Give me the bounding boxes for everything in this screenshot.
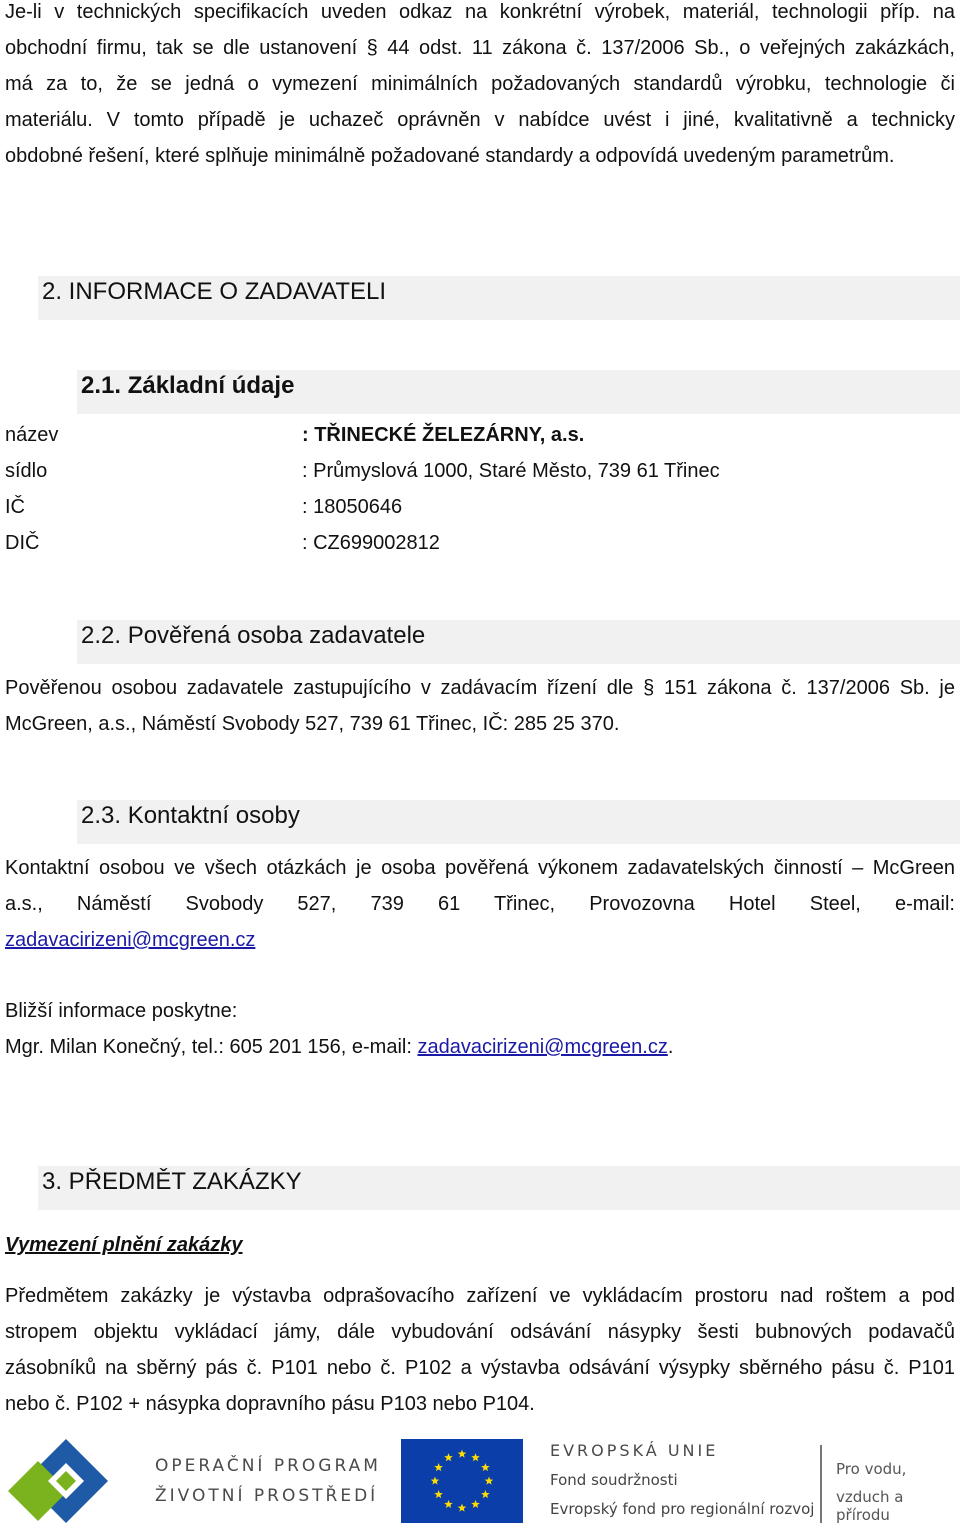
contact-person-text: Mgr. Milan Konečný, tel.: 605 201 156, e-mail: (5, 1036, 418, 1058)
paragraph-line: a.s., Náměstí Svobody 527, 739 61 Třinec, Provozovna Hotel Steel, e-mail: (5, 893, 955, 915)
eu-title: EVROPSKÁ UNIE (550, 1441, 719, 1460)
field-value-ic: : 18050646 (302, 496, 403, 518)
more-info-label: Bližší informace poskytne: (5, 1000, 238, 1022)
contact-person (5, 1036, 673, 1059)
field-value-seat: : Průmyslová 1000, Staré Město, 739 61 Třinec (302, 460, 720, 482)
paragraph-line: Kontaktní osobou ve všech otázkách je osoba pověřená výkonem zadavatelských činností – McGreen (5, 857, 955, 879)
slogan-line1: Pro vodu, (836, 1460, 907, 1478)
field-label-seat: sídlo (5, 460, 48, 482)
section-heading-bar (38, 276, 960, 320)
subsection-heading-bar (77, 620, 960, 664)
intro-line: obdobné řešení, které splňuje minimálně požadované standardy a odpovídá uvedeným parametrům. (5, 145, 895, 167)
paragraph-line: McGreen, a.s., Náměstí Svobody 527, 739 61 Třinec, IČ: 285 25 370. (5, 713, 620, 735)
intro-paragraph (5, 0, 955, 174)
field-label-name: název (5, 424, 59, 446)
paragraph-line: stropem objektu vykládací jámy, dále vybudování odsávání násypky šesti bubnových podavačů (5, 1321, 955, 1343)
delegate-paragraph (5, 670, 955, 742)
contact-paragraph (5, 850, 955, 958)
field-label-dic: DIČ (5, 532, 40, 554)
field-label-ic: IČ (5, 496, 25, 518)
subject-subheading: Vymezení plnění zakázky (5, 1234, 243, 1256)
footer-divider (820, 1445, 822, 1523)
intro-line: Je-li v technických specifikacích uveden odkaz na konkrétní výrobek, materiál, technologii příp. na (5, 1, 955, 23)
section-heading: 3. PŘEDMĚT ZAKÁZKY (42, 1168, 302, 1195)
subject-paragraph (5, 1278, 955, 1422)
slogan-line2: vzduch a přírodu (836, 1488, 904, 1524)
email-link[interactable]: zadavacirizeni@mcgreen.cz (5, 929, 256, 951)
eu-fund-regional: Evropský fond pro regionální rozvoj (550, 1500, 815, 1518)
intro-line: má za to, že se jedná o vymezení minimálních požadovaných standardů výrobku, technologie či (5, 73, 955, 95)
op-program-line1: OPERAČNÍ PROGRAM (155, 1456, 381, 1476)
paragraph-line: zásobníků na sběrný pás č. P101 nebo č. P102 a výstavba odsávání výsypky sběrného pásu č. P101 (5, 1357, 955, 1379)
subsection-heading-bar (77, 370, 960, 414)
eu-flag-icon (401, 1439, 523, 1523)
paragraph-line: nebo č. P102 + násypka dopravního pásu P103 nebo P104. (5, 1393, 535, 1415)
field-value-dic: : CZ699002812 (302, 532, 440, 554)
intro-line: materiálu. V tomto případě je uchazeč oprávněn v nabídce uvést i jiné, kvalitativně a technicky (5, 109, 955, 131)
footer-logos (0, 1425, 960, 1537)
subsection-heading: 2.3. Kontaktní osoby (81, 802, 300, 829)
subsection-heading: 2.1. Základní údaje (81, 372, 295, 399)
paragraph-line: Pověřenou osobou zadavatele zastupujícího v zadávacím řízení dle § 151 zákona č. 137/2006 Sb. je (5, 677, 955, 699)
subsection-heading-bar (77, 800, 960, 844)
paragraph-line: Předmětem zakázky je výstavba odprašovacího zařízení ve vykládacím prostoru nad roštem a pod (5, 1285, 955, 1307)
email-link[interactable]: zadavacirizeni@mcgreen.cz (417, 1036, 668, 1058)
eu-fund-cohesion: Fond soudržnosti (550, 1471, 678, 1489)
contact-suffix: . (667, 1036, 674, 1058)
section-heading-bar (38, 1166, 960, 1210)
field-value-name: : TŘINECKÉ ŽELEZÁRNY, a.s. (302, 424, 585, 446)
intro-line: obchodní firmu, tak se dle ustanovení § 44 odst. 11 zákona č. 137/2006 Sb., o veřejných zakázkách, (5, 37, 955, 59)
section-heading: 2. INFORMACE O ZADAVATELI (42, 278, 387, 305)
op-program-line2: ŽIVOTNÍ PROSTŘEDÍ (155, 1486, 379, 1506)
subsection-heading: 2.2. Pověřená osoba zadavatele (81, 622, 426, 649)
op-zp-logo-icon (4, 1431, 134, 1531)
